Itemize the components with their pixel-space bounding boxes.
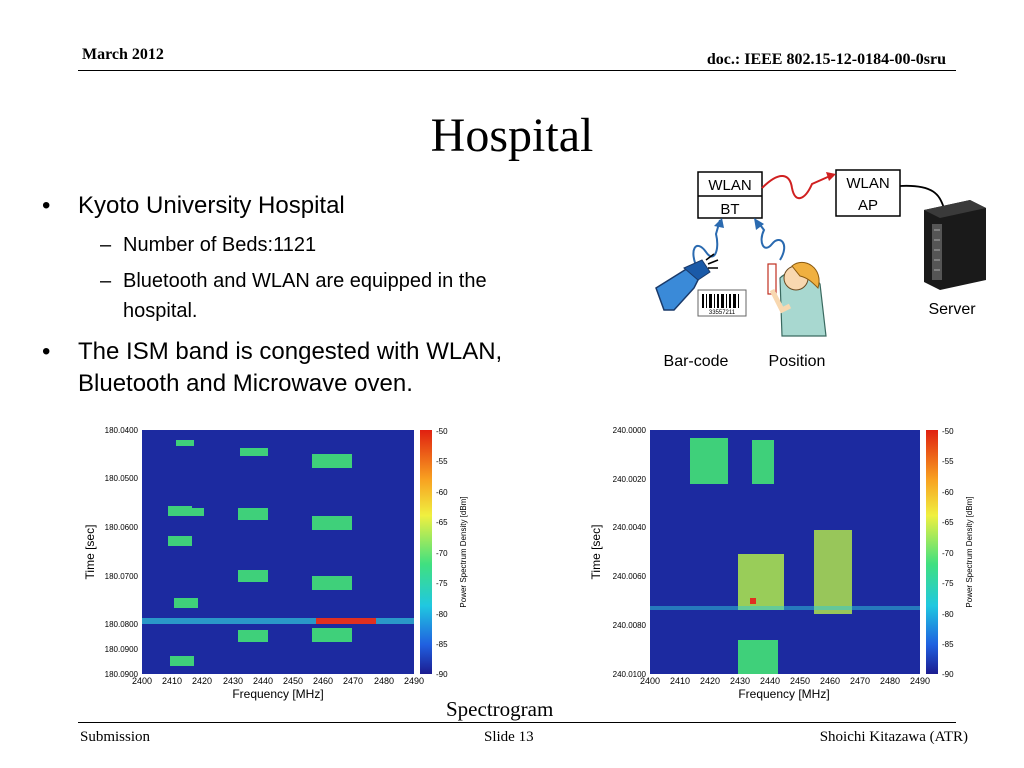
left-x-ticks [132, 676, 424, 686]
spectrogram-left [80, 418, 480, 704]
left-cb-tick-3: -65 [436, 518, 448, 527]
left-bt-burst-4 [180, 508, 204, 516]
left-plot-bg [142, 430, 414, 674]
right-wlan-block-0 [690, 438, 728, 484]
right-ylabel: Time [sec] [589, 524, 603, 580]
right-cb-tick-8: -90 [942, 670, 954, 679]
right-y-tick-2: 240.0040 [612, 523, 646, 532]
right-cb-tick-6: -80 [942, 610, 954, 619]
right-y-tick-1: 240.0020 [612, 475, 646, 484]
sub-bullet-1-mark: – [100, 234, 112, 256]
left-xlabel: Frequency [MHz] [232, 687, 324, 701]
left-x-tick-2: 2420 [191, 676, 213, 686]
right-cb-tick-1: -55 [942, 457, 954, 466]
left-wlan-burst-0 [238, 508, 268, 520]
left-cb-tick-1: -55 [436, 457, 448, 466]
right-x-tick-5: 2450 [789, 676, 811, 686]
left-x-tick-6: 2460 [312, 676, 334, 686]
left-bt-burst-3 [170, 656, 194, 666]
sub-bullet-2-mark: – [100, 270, 112, 292]
left-x-tick-8: 2480 [373, 676, 395, 686]
left-wlan-burst-1 [238, 570, 268, 582]
barcode-tag-icon [698, 290, 746, 316]
right-x-tick-6: 2460 [819, 676, 841, 686]
right-x-tick-7: 2470 [849, 676, 871, 686]
spectrogram-caption: Spectrogram [446, 697, 554, 721]
network-diagram [640, 160, 1010, 375]
left-cb-tick-8: -90 [436, 670, 448, 679]
left-wlan2-burst-3 [312, 628, 352, 642]
right-wideband-line [650, 606, 920, 610]
bullet-2-text-line2: Bluetooth and Microwave oven. [78, 370, 413, 397]
box-bt-label: BT [720, 201, 740, 218]
right-cb-tick-3: -65 [942, 518, 954, 527]
wlan-link-arrowhead [826, 172, 836, 181]
header-date: March 2012 [82, 46, 164, 63]
footer-rule [78, 722, 956, 723]
left-cb-ticks [436, 427, 448, 679]
left-bt-burst-1 [168, 536, 192, 546]
left-cb-tick-2: -60 [436, 488, 448, 497]
right-x-tick-2: 2420 [699, 676, 721, 686]
right-wlan-block-4 [738, 640, 778, 674]
left-y-ticks [105, 426, 139, 679]
left-x-tick-7: 2470 [342, 676, 364, 686]
barcode-link-arrowhead [714, 218, 724, 228]
left-wlan-burst-2 [238, 630, 268, 642]
left-cb-tick-6: -80 [436, 610, 448, 619]
right-cb-label: Power Spectrum Density [dBm] [965, 496, 974, 608]
right-x-tick-0: 2400 [639, 676, 661, 686]
nurse-icon [768, 262, 826, 336]
right-wlan-block-2-edge [738, 554, 784, 610]
left-x-tick-4: 2440 [252, 676, 274, 686]
right-cb-tick-0: -50 [942, 427, 954, 436]
left-cb-tick-7: -85 [436, 640, 448, 649]
bullet-1-mark: • [42, 192, 51, 219]
server-label: Server [928, 301, 976, 318]
left-wlan2-burst-2 [312, 576, 352, 590]
footer-author: Shoichi Kitazawa (ATR) [819, 729, 968, 745]
right-cb-tick-2: -60 [942, 488, 954, 497]
right-x-tick-1: 2410 [669, 676, 691, 686]
left-x-tick-3: 2430 [222, 676, 244, 686]
slide-title: Hospital [430, 109, 594, 162]
right-xlabel: Frequency [MHz] [738, 687, 830, 701]
bullet-1-text: Kyoto University Hospital [78, 192, 345, 219]
server-cable [900, 186, 945, 210]
right-wlan-block-3-edge [814, 530, 852, 614]
left-top-burst [240, 448, 268, 456]
left-x-tick-5: 2450 [282, 676, 304, 686]
right-y-tick-4: 240.0080 [612, 621, 646, 630]
right-colorbar [926, 430, 938, 674]
left-bt-top-burst [176, 440, 194, 446]
right-y-tick-3: 240.0060 [612, 572, 646, 581]
left-y-tick-4: 180.0800 [104, 620, 138, 629]
right-x-ticks [640, 676, 930, 686]
bullet-2-mark: • [42, 338, 51, 365]
box-ap-line1: WLAN [846, 175, 890, 192]
right-y-ticks [613, 426, 647, 679]
header-doc-id: doc.: IEEE 802.15-12-0184-00-0sru [706, 51, 946, 68]
left-cb-tick-0: -50 [436, 427, 448, 436]
left-y-tick-1: 180.0500 [104, 474, 138, 483]
left-cb-label: Power Spectrum Density [dBm] [459, 496, 468, 608]
right-x-tick-8: 2480 [879, 676, 901, 686]
right-wlan-block-1 [752, 440, 774, 484]
left-cb-tick-4: -70 [436, 549, 448, 558]
sub-bullet-2-text-line1: Bluetooth and WLAN are equipped in the [123, 270, 487, 292]
header-rule [78, 70, 956, 71]
spectrogram-right [586, 418, 986, 704]
right-x-tick-4: 2440 [759, 676, 781, 686]
sub-bullet-2-text-line2: hospital. [123, 300, 198, 322]
footer-slide-number: Slide 13 [484, 729, 534, 745]
right-cb-tick-5: -75 [942, 579, 954, 588]
left-bt-burst-2 [174, 598, 198, 608]
right-hot-spot [750, 598, 756, 604]
left-x-tick-0: 2400 [131, 676, 153, 686]
barcode-digits: 33557211 [708, 310, 736, 316]
left-y-tick-6: 180.0900 [104, 670, 138, 679]
left-x-tick-1: 2410 [161, 676, 183, 686]
right-cb-ticks [942, 427, 954, 679]
left-colorbar [420, 430, 432, 674]
box-ap-line2: AP [857, 197, 879, 214]
left-y-tick-0: 180.0400 [104, 426, 138, 435]
wlan-link-zigzag [762, 176, 830, 198]
left-y-tick-5: 180.0900 [104, 645, 138, 654]
right-cb-tick-7: -85 [942, 640, 954, 649]
wlan-bt-box [698, 172, 762, 218]
left-cb-tick-5: -75 [436, 579, 448, 588]
wlan-ap-box [836, 170, 900, 216]
position-link-zigzag [758, 222, 784, 260]
left-wlan2-burst-0 [312, 454, 352, 468]
right-y-tick-5: 240.0100 [612, 670, 646, 679]
footer-submission: Submission [80, 729, 151, 745]
right-x-tick-3: 2430 [729, 676, 751, 686]
left-ylabel: Time [sec] [83, 524, 97, 580]
right-y-tick-0: 240.0000 [612, 426, 646, 435]
left-wlan2-burst-1 [312, 516, 352, 530]
right-cb-tick-4: -70 [942, 549, 954, 558]
bullet-2-text-line1: The ISM band is congested with WLAN, [78, 338, 503, 365]
barcode-label: Bar-code [663, 353, 729, 370]
sub-bullet-1-text: Number of Beds:1121 [123, 234, 317, 256]
position-label: Position [768, 353, 826, 370]
box-wlan-label: WLAN [708, 177, 752, 194]
right-x-tick-9: 2490 [909, 676, 931, 686]
left-microwave-burst [316, 618, 376, 624]
left-x-tick-9: 2490 [403, 676, 425, 686]
server-icon [924, 200, 986, 290]
left-y-tick-3: 180.0700 [104, 572, 138, 581]
left-y-tick-2: 180.0600 [104, 523, 138, 532]
